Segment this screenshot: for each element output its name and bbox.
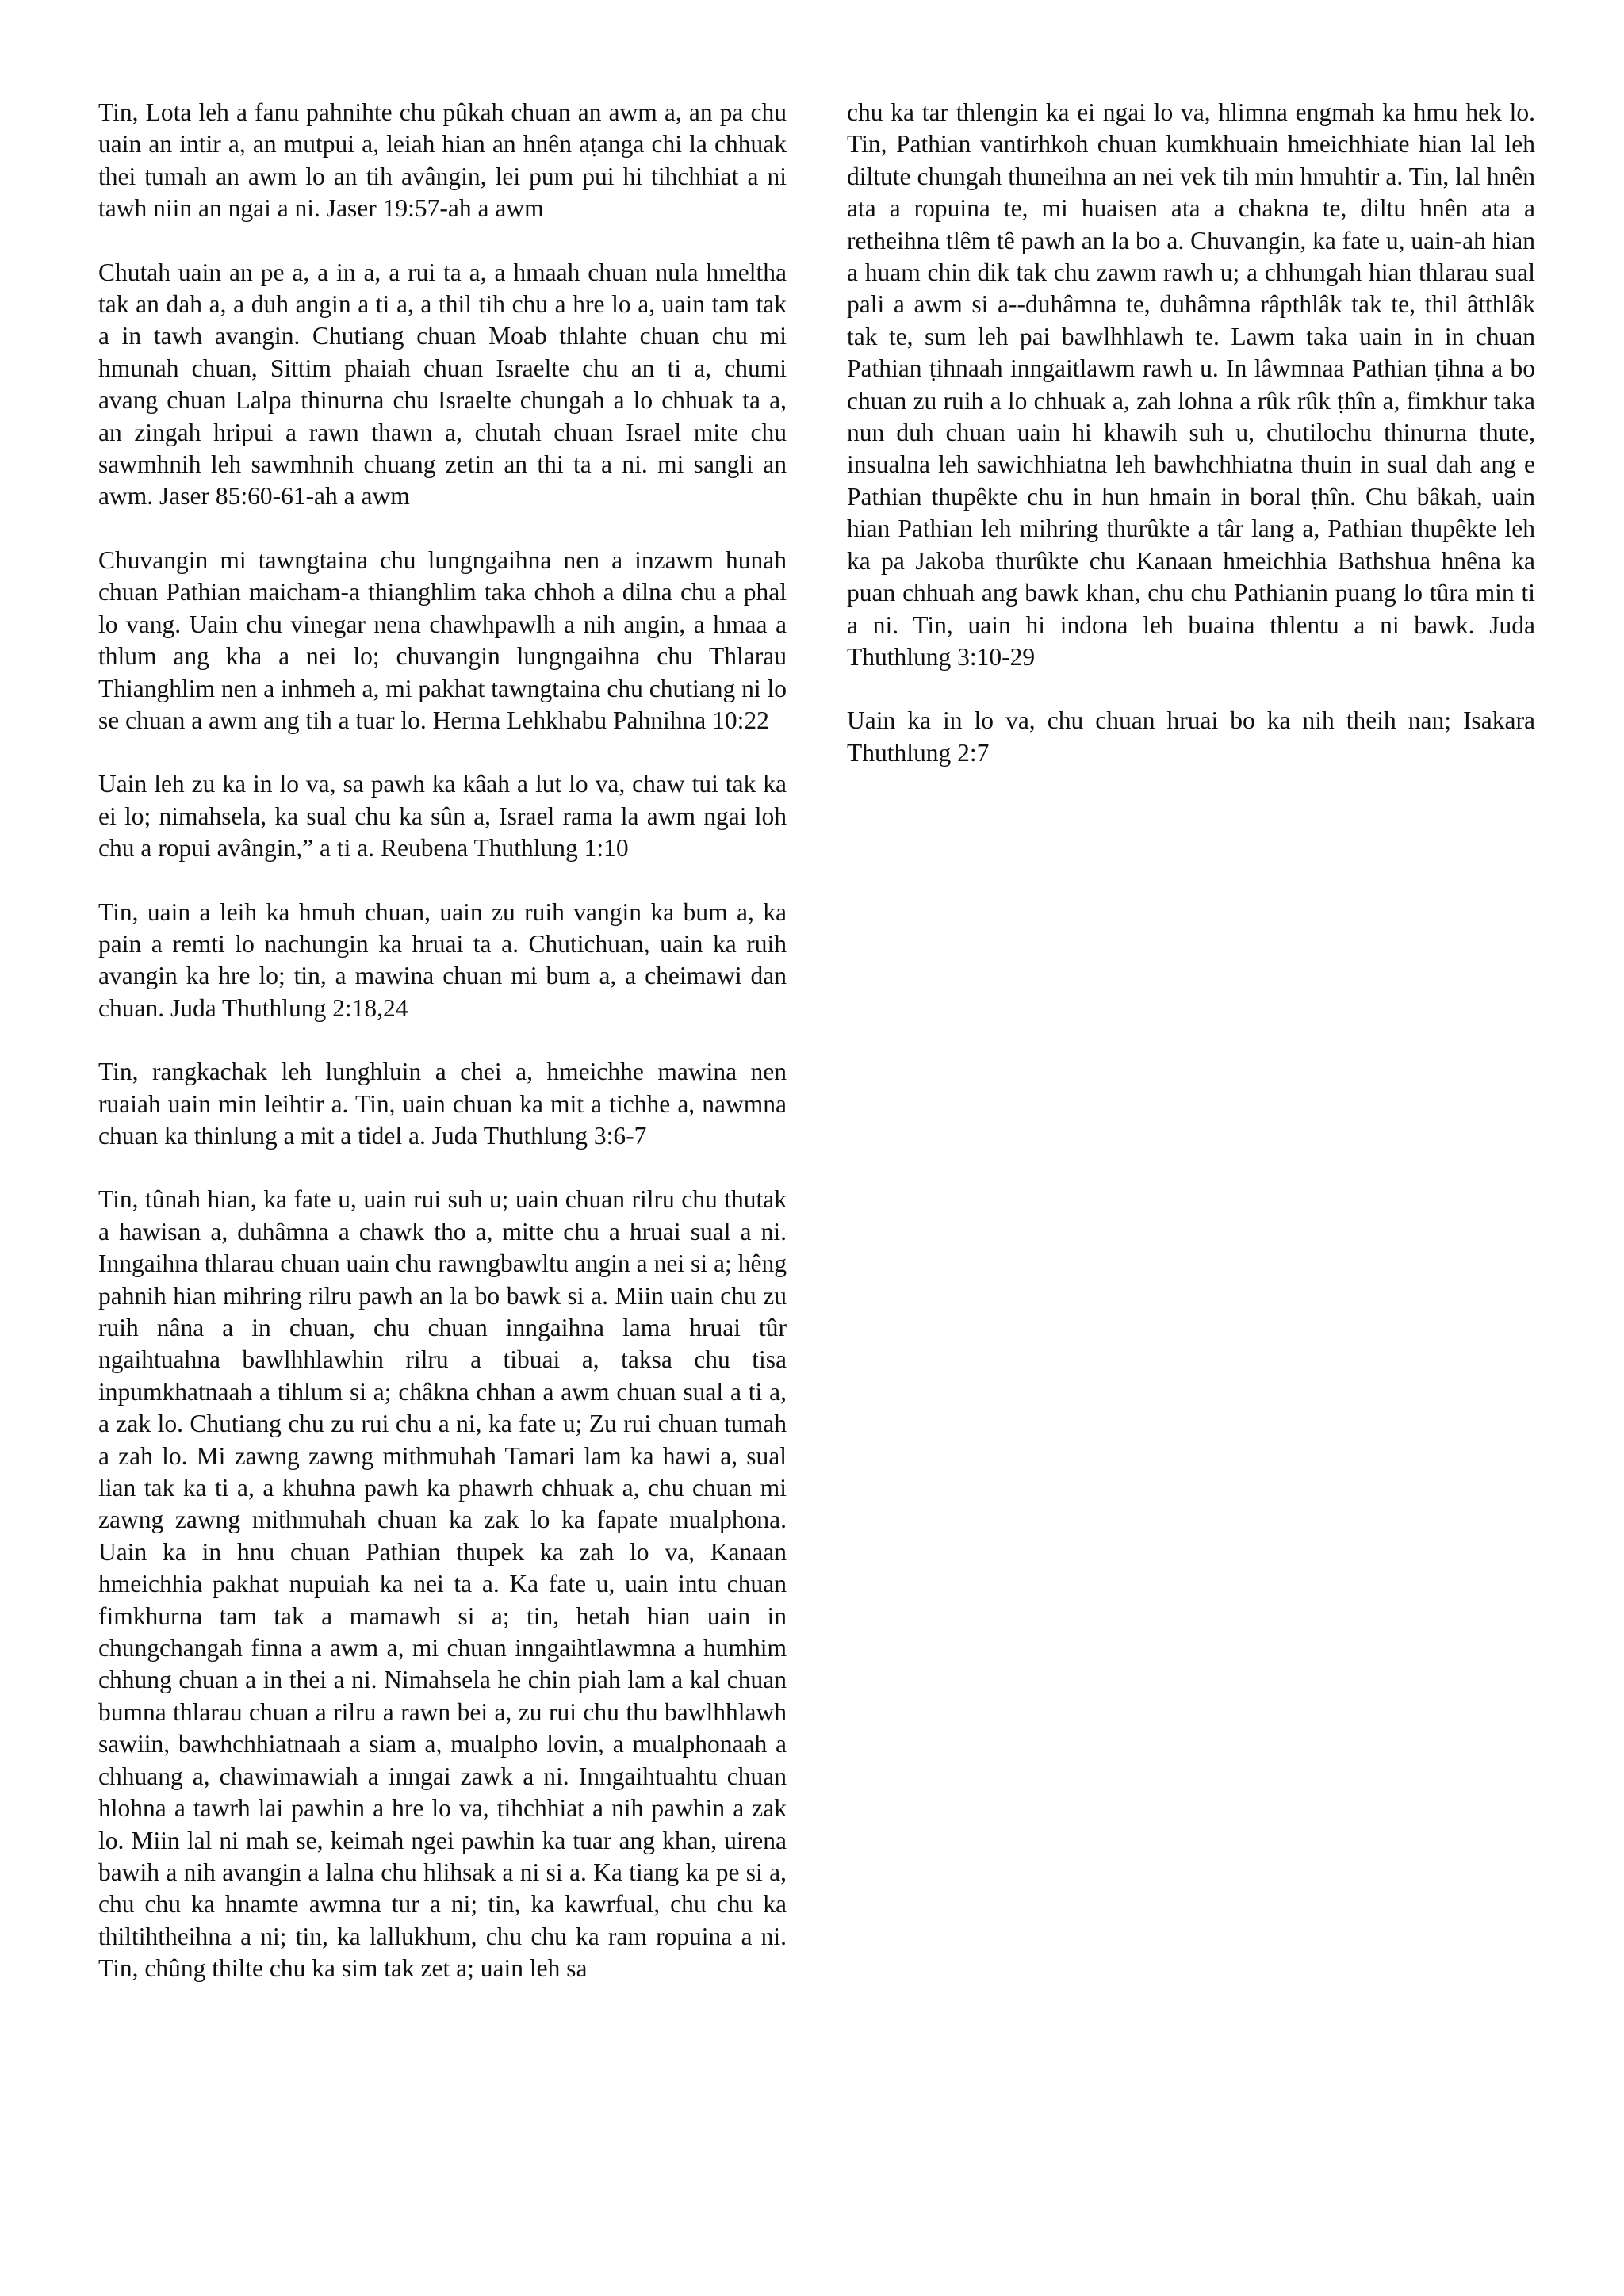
- paragraph: Tin, tûnah hian, ka fate u, uain rui suh u; uain chuan rilru chu thutak a hawisan a, duhâmna a chawk tho a, mitte chu a hruai sual a ni. Inngaihna thlarau chuan uain chu rawngbawltu angin a nei si a; hêng pahnih hian mihring rilru pawh an la bo bawk si a. Miin uain chu zu ruih nâna a in chuan, chu chuan inngaihna lama hruai tûr ngaihtuahna bawlhhlawhin rilru a tibuai a, taksa chu tisa inpumkhatnaah a tihlum si a; châkna chhan a awm chuan sual a ti a, a zak lo. Chutiang chu zu rui chu a ni, ka fate u; Zu rui chuan tumah a zah lo. Mi zawng zawng mithmuhah Tamari lam ka hawi a, sual lian tak ka ti a, a khuhna pawh ka phawrh chhuak a, chu chuan mi zawng zawng mithmuhah chuan ka zak lo ka fapate mualphona. Uain ka in hnu chuan Pathian thupek ka zah lo va, Kanaan hmeichhia pakhat nupuiah ka nei ta a. Ka fate u, uain intu chuan fimkhurna tam tak a mamawh si a; tin, hetah hian uain in chungchangah finna a awm a, mi chuan inngaihtlawmna a humhim chhung chuan a in thei a ni. Nimahsela he chin piah lam a kal chuan bumna thlarau chuan a rilru a rawn bei a, zu rui chu thu bawlhhlawh sawiin, bawhchhiatnaah a siam a, mualpho lovin, a mualphonaah a chhuang a, chawimawiah a inngai zawk a ni. Inngaihtuahtu chuan hlohna a tawrh lai pawhin a hre lo va, tihchhiat a nih pawhin a zak lo. Miin lal ni mah se, keimah ngei pawhin ka tuar ang khan, uirena bawih a nih avangin a lalna chu hlihsak a ni si a. Ka tiang ka pe si a, chu chu ka hnamte awmna tur a ni; tin, ka kawrfual, chu chu ka thiltihtheihna a ni; tin, ka lallukhum, chu chu ka ram ropuina a ni. Tin, chûng thilte chu ka sim tak zet a; uain leh sa: [98, 1185, 787, 1983]
- paragraph: Tin, uain a leih ka hmuh chuan, uain zu ruih vangin ka bum a, ka pain a remti lo nachungin ka hruai ta a. Chutichuan, uain ka ruih avangin ka hre lo; tin, a mawina chuan mi bum a, a cheimawi dan chuan. Juda Thuthlung 2:18,24: [98, 897, 787, 1022]
- paragraph: chu ka tar thlengin ka ei ngai lo va, hlimna engmah ka hmu hek lo. Tin, Pathian vantirhkoh chuan kumkhuain hmeichhiate hian lal leh diltute chungah thuneihna an nei vek tih min hmuhtir a. Tin, lal hnên ata a ropuina te, mi huaisen ata a chakna te, diltu hnên ata a retheihna tlêm tê pawh an la bo a. Chuvangin, ka fate u, uain-ah hian a huam chin dik tak chu zawm rawh u; a chhungah hian thlarau sual pali a awm si a--duhâmna te, duhâmna râpthlâk tak te, thil âtthlâk tak te, sum leh pai bawlhhlawh te. Lawm taka uain in in chuan Pathian ṭihnaah inngaitlawm rawh u. In lâwmnaa Pathian ṭihna a bo chuan zu ruih a lo chhuak a, zah lohna a rûk rûk ṭhîn a, fimkhur taka nun duh chuan uain hi khawih suh u, chutilochu thinurna thute, insualna leh sawichhiatna leh bawhchhiatna thuin in sual dah ang e Pathian thupêkte chu in hun hmain in boral ṭhîn. Chu bâkah, uain hian Pathian leh mihring thurûkte a târ lang a, Pathian thupêkte leh ka pa Jakoba thurûkte chu Kanaan hmeichhia Bathshua hnêna ka puan chhuah ang bawk khan, chu chu Pathianin puang lo tûra min ti a ni. Tin, uain hi indona leh buaina thlentu a ni bawk. Juda Thuthlung 3:10-29: [847, 98, 1535, 671]
- paragraph: Tin, rangkachak leh lunghluin a chei a, hmeichhe mawina nen ruaiah uain min leihtir a. Tin, uain chuan ka mit a tichhe a, nawmna chuan ka thinlung a mit a tidel a. Juda Thuthlung 3:6-7: [98, 1058, 787, 1150]
- paragraph: Tin, Lota leh a fanu pahnihte chu pûkah chuan an awm a, an pa chu uain an intir a, an mutpui a, leiah hian an hnên aṭanga chi la chhuak thei tumah an awm lo an tih avângin, lei pum pui hi tihchhiat a ni tawh niin an ngai a ni. Jaser 19:57-ah a awm: [98, 98, 787, 223]
- paragraph: Uain leh zu ka in lo va, sa pawh ka kâah a lut lo va, chaw tui tak ka ei lo; nimahsela, ka sual chu ka sûn a, Israel rama la awm ngai loh chu a ropui avângin,” a ti a. Reubena Thuthlung 1:10: [98, 770, 787, 863]
- left-column: [98, 97, 787, 2017]
- right-column: [847, 97, 1535, 801]
- paragraph: Uain ka in lo va, chu chuan hruai bo ka nih theih nan; Isakara Thuthlung 2:7: [847, 706, 1535, 767]
- paragraph: Chuvangin mi tawngtaina chu lungngaihna nen a inzawm hunah chuan Pathian maicham-a thianghlim taka chhoh a dilna chu a phal lo vang. Uain chu vinegar nena chawhpawlh a nih angin, a hmaa a thlum ang kha a nei lo; chuvangin lungngaihna chu Thlarau Thianghlim nen a inhmeh a, mi pakhat tawngtaina chu chutiang ni lo se chuan a awm ang tih a tuar lo. Herma Lehkhabu Pahnihna 10:22: [98, 545, 787, 734]
- paragraph: Chutah uain an pe a, a in a, a rui ta a, a hmaah chuan nula hmeltha tak an dah a, a duh angin a ti a, a thil tih chu a hre lo a, uain tam tak a in tawh avangin. Chutiang chuan Moab thlahte chuan chu mi hmunah chuan, Sittim phaiah chuan Israelte chu an ti a, chumi avang chuan Lalpa thinurna chu Israelte chungah a lo chhuak ta a, an zingah hripui a rawn thawn a, chutah chuan Israel mite chu sawmhnih leh sawmhnih chuang zetin an thi ta a ni. mi sangli an awm. Jaser 85:60-61-ah a awm: [98, 258, 787, 511]
